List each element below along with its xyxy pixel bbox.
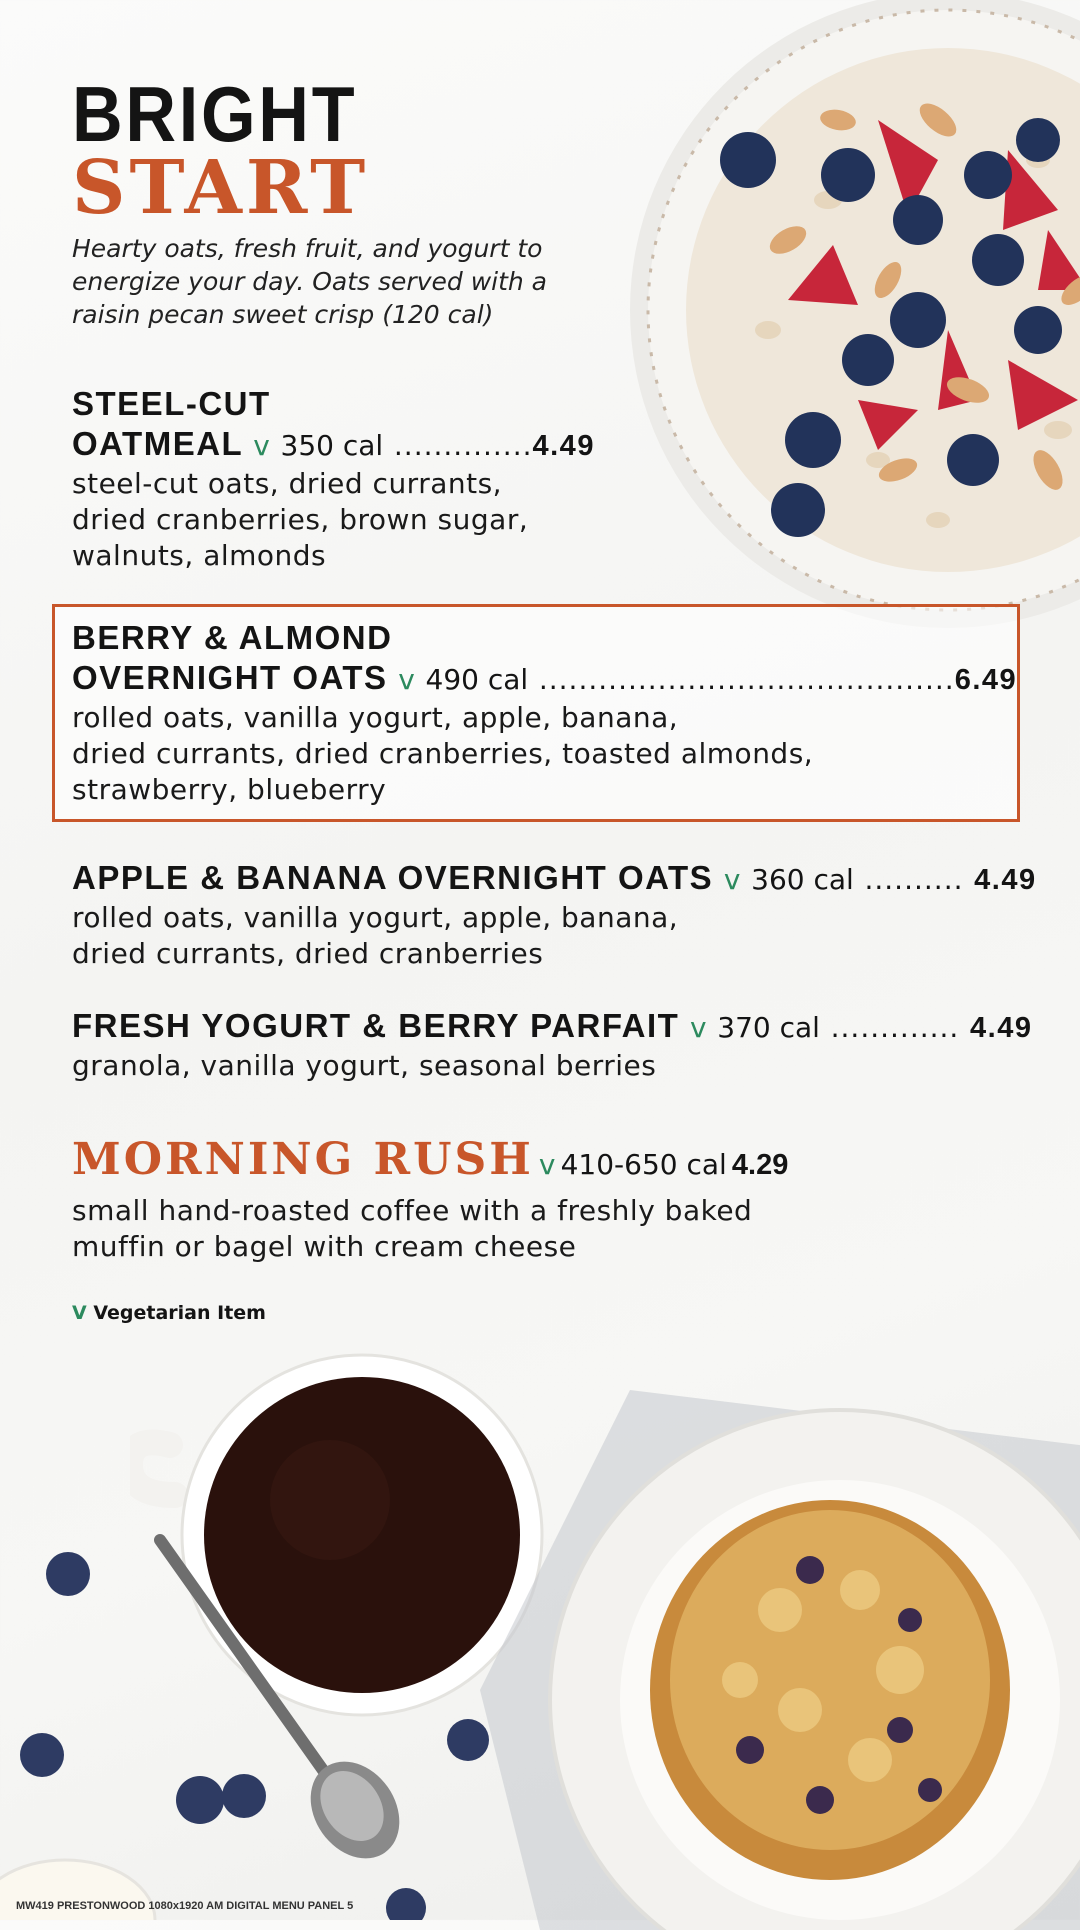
menu-item-yogurt-berry-parfait: [72, 1006, 1033, 1084]
item-calories: 370 cal: [717, 1011, 820, 1044]
item-description: small hand-roasted coffee with a freshly baked: [72, 1194, 753, 1227]
item-name: FRESH YOGURT & BERRY PARFAIT: [72, 1007, 680, 1044]
legend-label: Vegetarian Item: [93, 1302, 266, 1324]
leader-dots: ..........................................: [538, 663, 955, 696]
leader-dots: ..............: [393, 429, 533, 462]
item-calories: 360 cal: [751, 863, 854, 896]
blueberries-decoration: [0, 1540, 500, 1920]
menu-intro: Hearty oats, fresh fruit, and yogurt to energize your day. Oats served with a raisin pecan sweet crisp (120 cal): [72, 234, 547, 329]
vegetarian-icon: V: [72, 1302, 87, 1324]
item-price: 4.49: [974, 864, 1037, 896]
item-description: steel-cut oats, dried currants,: [72, 467, 503, 500]
menu-title-line2: START: [72, 145, 370, 231]
footer-code: MW419 PRESTONWOOD 1080x1920 AM DIGITAL MENU PANEL 5: [16, 1900, 354, 1912]
item-description: rolled oats, vanilla yogurt, apple, banana,: [72, 701, 679, 734]
oatmeal-bowl-image: [618, 0, 1080, 640]
item-calories: 490 cal: [425, 663, 529, 696]
vegetarian-icon: v: [723, 863, 741, 896]
item-price: 4.29: [731, 1149, 789, 1181]
vegetarian-icon: v: [253, 429, 270, 462]
item-description: dried currants, dried cranberries: [72, 937, 544, 970]
item-name: OVERNIGHT OATS: [72, 659, 388, 696]
item-name: MORNING RUSH: [72, 1134, 534, 1185]
menu-item-berry-almond-overnight-oats: [72, 618, 1018, 808]
item-name: STEEL-CUT: [72, 385, 271, 422]
item-description: walnuts, almonds: [72, 539, 327, 572]
vegetarian-icon: v: [690, 1011, 707, 1044]
item-description: dried currants, dried cranberries, toasted almonds,: [72, 737, 814, 770]
item-description: rolled oats, vanilla yogurt, apple, banana,: [72, 901, 679, 934]
item-price: 4.49: [970, 1012, 1033, 1044]
muffin-plate-image: [480, 1390, 1080, 1930]
item-description: muffin or bagel with cream cheese: [72, 1230, 577, 1263]
leader-dots: ..........: [864, 863, 964, 896]
item-calories: 350 cal: [280, 429, 384, 462]
menu-item-steel-cut-oatmeal: [72, 384, 595, 574]
vegetarian-legend: [72, 1302, 266, 1324]
vegetarian-icon: v: [538, 1148, 556, 1181]
item-description: granola, vanilla yogurt, seasonal berries: [72, 1049, 657, 1082]
item-price: 4.49: [532, 430, 595, 462]
leader-dots: .............: [830, 1011, 960, 1044]
item-description: dried cranberries, brown sugar,: [72, 503, 529, 536]
item-name: OATMEAL: [72, 425, 243, 462]
item-price: 6.49: [954, 664, 1018, 696]
vegetarian-icon: v: [398, 663, 415, 696]
menu-title-line1: BRIGHT: [72, 70, 358, 158]
item-name: BERRY & ALMOND: [72, 619, 393, 656]
item-calories: 410-650 cal: [560, 1148, 727, 1181]
menu-item-morning-rush: [72, 1136, 1022, 1265]
item-description: strawberry, blueberry: [72, 773, 387, 806]
menu-item-apple-banana-overnight-oats: [72, 858, 1037, 972]
item-name: APPLE & BANANA OVERNIGHT OATS: [72, 859, 714, 896]
